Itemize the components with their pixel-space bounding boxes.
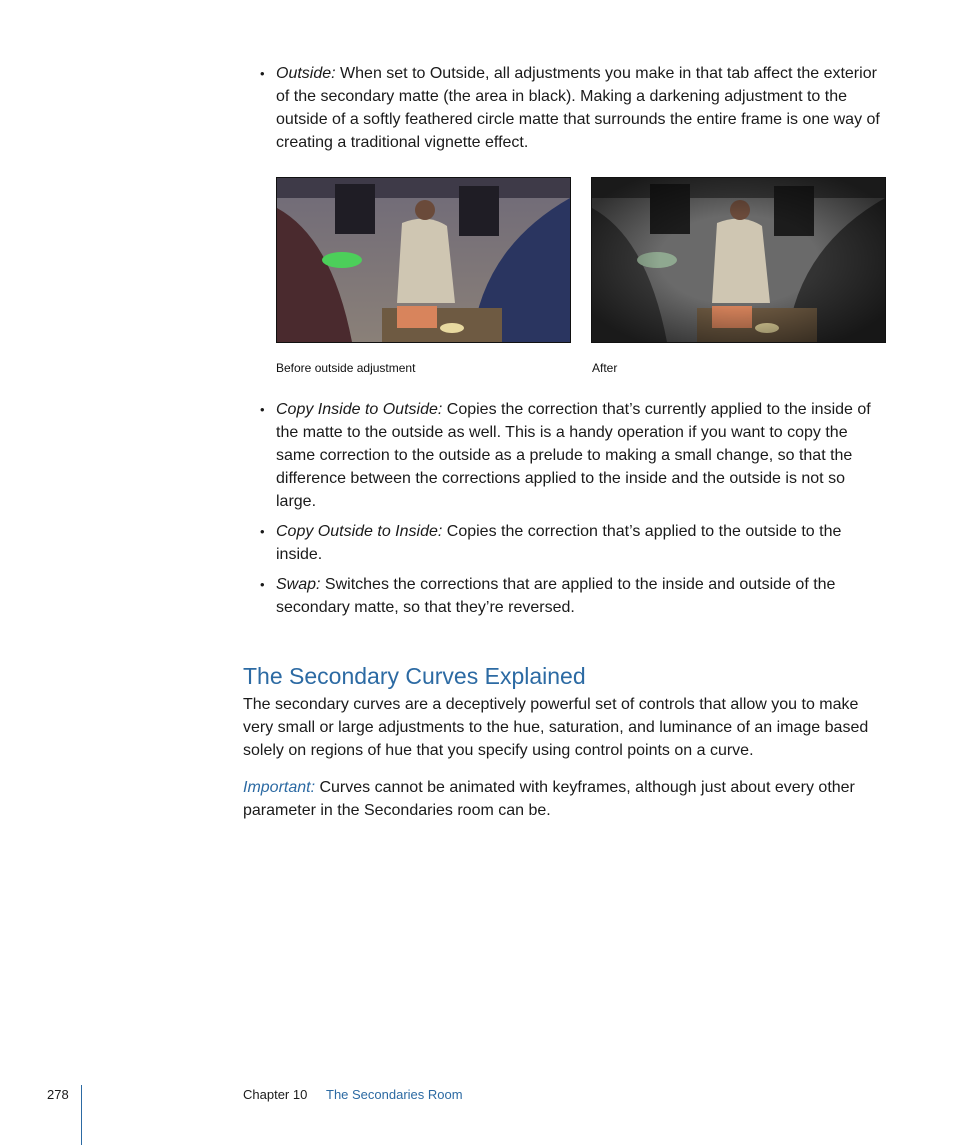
caption-after: After bbox=[592, 361, 618, 375]
page-number: 278 bbox=[47, 1087, 69, 1102]
bullet-swap bbox=[258, 573, 888, 619]
bullet-text: Copies the correction that’s currently applied to the inside of the matte to the outside as well. This is a handy operation if you want to copy the same correction to the outside as a prelude to making a small change, so that the difference between the corrections applied to the inside and the outside is not so large. bbox=[276, 401, 871, 510]
important-text: Curves cannot be animated with keyframes, although just about every other parameter in the Secondaries room can be. bbox=[243, 779, 855, 819]
bullet-text: Copies the correction that’s applied to the outside to the inside. bbox=[276, 523, 842, 563]
bullet-list-top bbox=[258, 62, 888, 154]
bullet-outside bbox=[258, 62, 888, 154]
section-heading: The Secondary Curves Explained bbox=[243, 663, 586, 689]
section-paragraph: The secondary curves are a deceptively powerful set of controls that allow you to make very small or large adjustments to the hue, saturation, and luminance of an image based solely on regions of hue that you specify using control points on a curve. bbox=[243, 696, 869, 759]
bullet-list-bottom bbox=[258, 398, 888, 626]
bullet-term: Copy Inside to Outside: bbox=[276, 401, 443, 418]
footer-chapter: Chapter 10 bbox=[243, 1087, 308, 1102]
bullet-term: Swap: bbox=[276, 576, 321, 593]
footer-divider bbox=[81, 1085, 82, 1145]
bullet-copy-outside-to-inside bbox=[258, 520, 888, 566]
bullet-text: Switches the corrections that are applied to the inside and outside of the secondary matte, so that they’re reversed. bbox=[276, 576, 836, 616]
bullet-copy-inside-to-outside bbox=[258, 398, 888, 513]
important-note bbox=[243, 776, 888, 822]
caption-before: Before outside adjustment bbox=[276, 361, 416, 375]
footer-chapter-title: The Secondaries Room bbox=[326, 1087, 463, 1102]
bullet-term: Outside: bbox=[276, 65, 336, 82]
bullet-text: When set to Outside, all adjustments you make in that tab affect the exterior of the secondary matte (the area in black). Making a darkening adjustment to the outside of a softly feathered circle matte that surrounds the entire frame is one way of creating a traditional vignette effect. bbox=[276, 65, 880, 151]
photo-after-icon bbox=[591, 177, 886, 343]
bullet-term: Copy Outside to Inside: bbox=[276, 523, 443, 540]
important-label: Important: bbox=[243, 779, 316, 796]
photo-before-icon bbox=[276, 177, 571, 343]
